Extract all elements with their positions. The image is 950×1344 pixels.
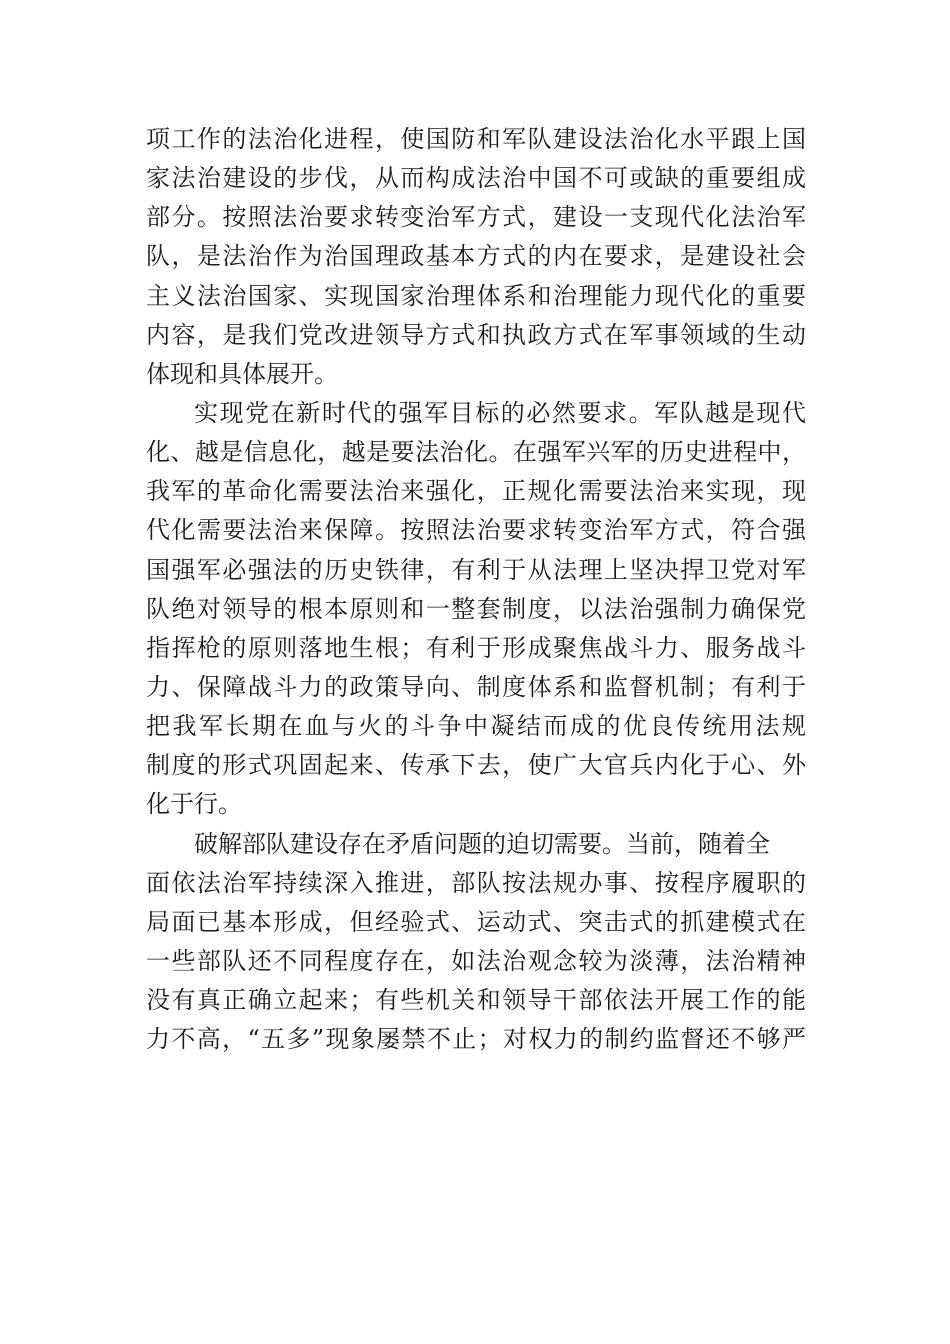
text-line: 指挥枪的原则落地生根；有利于形成聚焦战斗力、服务战斗 (146, 633, 806, 662)
text-line: 把我军长期在血与火的斗争中凝结而成的优良传统用法规 (146, 712, 806, 741)
text-line: 家法治建设的步伐，从而构成法治中国不可或缺的重要组成 (146, 164, 806, 193)
text-line: 国强军必强法的历史铁律，有利于从法理上坚决捍卫党对军 (146, 555, 806, 584)
text-line: 队绝对领导的根本原则和一整套制度，以法治强制力确保党 (146, 594, 806, 623)
text-line: 面依法治军持续深入推进，部队按法规办事、按程序履职的 (146, 868, 806, 897)
text-line: 内容，是我们党改进领导方式和执政方式在军事领域的生动 (146, 320, 806, 349)
text-line: 破解部队建设存在矛盾问题的迫切需要。当前，随着全 (194, 829, 770, 858)
paragraph-1 (146, 120, 806, 394)
text-line: 制度的形式巩固起来、传承下去，使广大官兵内化于心、外 (146, 751, 806, 780)
text-line: 部分。按照法治要求转变治军方式，建设一支现代化法治军 (146, 203, 806, 232)
text-line: 力不高，“五多”现象屡禁不止；对权力的制约监督还不够严 (146, 1025, 806, 1054)
body-text (146, 120, 806, 1059)
text-line: 主义法治国家、实现国家治理体系和治理能力现代化的重要 (146, 281, 806, 310)
text-line: 化、越是信息化，越是要法治化。在强军兴军的历史进程中， (146, 438, 806, 467)
text-line: 实现党在新时代的强军目标的必然要求。军队越是现代 (194, 398, 806, 427)
text-line: 我军的革命化需要法治来强化，正规化需要法治来实现，现 (146, 477, 806, 506)
text-line: 队，是法治作为治国理政基本方式的内在要求，是建设社会 (146, 242, 806, 271)
text-line: 体现和具体展开。 (146, 359, 338, 388)
text-line: 化于行。 (146, 790, 242, 819)
text-line: 局面已基本形成，但经验式、运动式、突击式的抓建模式在 (146, 907, 806, 936)
paragraph-3 (146, 825, 806, 1060)
text-line: 项工作的法治化进程，使国防和军队建设法治化水平跟上国 (146, 125, 806, 153)
paragraph-2 (146, 394, 806, 825)
text-line: 没有真正确立起来；有些机关和领导干部依法开展工作的能 (146, 986, 806, 1015)
text-line: 一些部队还不同程度存在，如法治观念较为淡薄，法治精神 (146, 946, 806, 975)
text-line: 力、保障战斗力的政策导向、制度体系和监督机制；有利于 (146, 672, 806, 701)
text-line: 代化需要法治来保障。按照法治要求转变治军方式，符合强 (146, 516, 806, 545)
